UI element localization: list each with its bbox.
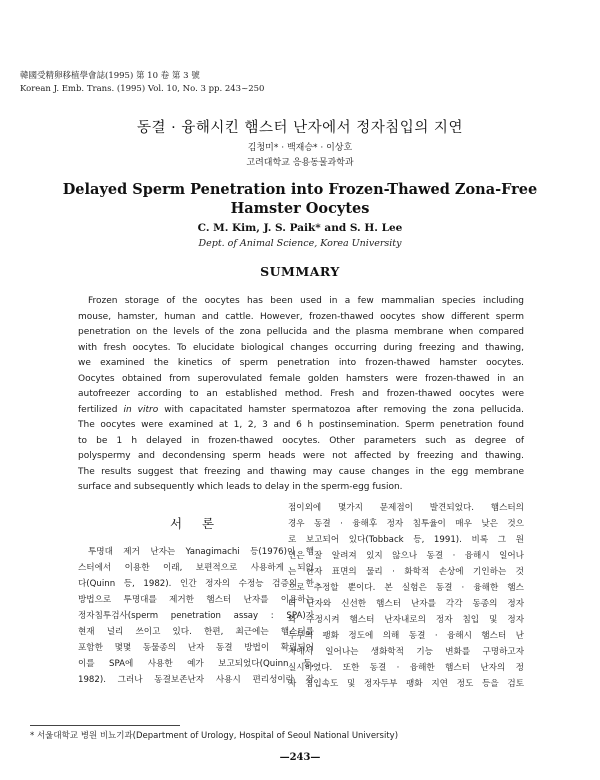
right-column-line: 터 난자와 신선한 햄스터 난자를 각각 동종의 정자 — [288, 599, 524, 609]
abstract-line: we examined the kinetics of sperm penetration into frozen-thawed hamster oocytes. — [78, 358, 524, 368]
right-column-line: 는 난자 표면의 물리 · 화학적 손상에 기인하는 것 — [288, 567, 524, 577]
abstract-line: surface and subsequently which leads to delay in the sperm-egg fusion. — [78, 482, 403, 492]
abstract-line: Oocytes obtained from superovulated female golden hamsters were frozen-thawed in an — [78, 373, 524, 384]
left-column-line: 방법으로 투명대를 제거한 햄스터 난자를 이용하는 — [78, 595, 314, 605]
right-column-line: 으로 추정할 뿐이다. 본 실험은 동결 · 융해한 햄스 — [288, 583, 524, 593]
left-column-line: 현재 널리 쓰이고 있다. 한편, 최근에는 햄스터를 — [78, 627, 314, 637]
journal-line-english: Korean J. Emb. Trans. (1995) Vol. 10, No. 3 pp. 243~250 — [20, 84, 265, 94]
abstract-text — [78, 294, 524, 496]
abstract-line: autofreezer according to an established method. Fresh and frozen-thawed oocytes were — [78, 389, 524, 399]
section-heading-introduction: 서 론 — [169, 516, 223, 531]
abstract-line: The results suggest that freezing and thawing may cause changes in the egg membrane — [78, 466, 524, 477]
english-affiliation: Dept. of Animal Science, Korea University — [198, 238, 402, 249]
abstract-line: penetration on the levels of the zona pellucida and the plasma membrane when compared — [78, 327, 524, 337]
right-column-line: 자 침입속도 및 정자두부 팽화 지연 정도 등을 검토 — [288, 679, 524, 689]
abstract-line: mouse, hamster, human and cattle. However, frozen-thawed oocytes show different sperm — [78, 311, 524, 322]
english-title — [60, 180, 540, 218]
right-column-line: 로 보고되어 있다(Tobback 등, 1991). 비록 그 원 — [288, 535, 524, 545]
left-column-line: 이를 SPA에 사용한 예가 보고되었다(Quinn 등, — [78, 659, 314, 669]
abstract-line: fertilized in vitro with capacitated hamster spermatozoa after removing the zona pellucida. — [78, 404, 524, 415]
footnote-rule — [30, 725, 180, 726]
left-column-line: 다(Quinn 등, 1982). 인간 정자의 수정능 검증의 한 — [78, 579, 314, 589]
left-column-text — [78, 544, 314, 688]
abstract-line: Frozen storage of the oocytes has been used in a few mammalian species including — [88, 296, 524, 306]
left-column-line: 투명대 제거 난자는 Yanagimachi 등(1976)이 햄 — [88, 547, 314, 557]
abstract-line: with fresh oocytes. To elucidate biological changes occurring during freezing and thawing, — [78, 342, 524, 353]
right-column-line: 경우 동결 · 융해후 정자 침투율이 매우 낮은 것으 — [288, 519, 524, 529]
english-authors: C. M. Kim, J. S. Paik* and S. H. Lee — [197, 222, 403, 234]
left-column-line: 정자침투검사(sperm penetration assay : SPA)가 — [78, 611, 314, 621]
abstract-line: The oocytes were examined at 1, 2, 3 and 6 h postinsemination. Sperm penetration found — [78, 420, 524, 430]
footnote: * 서울대학교 병원 비뇨기과(Department of Urology, Hospital of Seoul National University) — [30, 731, 399, 741]
summary-heading: SUMMARY — [260, 264, 340, 279]
left-column-line: 포함한 몇몇 동물종의 난자 동결 방법이 확립되어 — [78, 643, 314, 653]
right-column-line: 인은 잘 알려져 있지 않으나 동결 · 융해시 일어나 — [288, 551, 524, 561]
abstract-line: to be 1 h delayed in frozen-thawed oocytes. Other parameters such as degree of — [78, 435, 524, 446]
journal-header — [20, 70, 440, 96]
korean-title: 동결 · 융해시킨 햄스터 난자에서 정자침입의 지연 — [137, 120, 463, 136]
right-column-line: 두부의 팽화 정도에 의해 동결 · 융해시 햄스터 난 — [288, 631, 524, 641]
english-title-line-1: Delayed Sperm Penetration into Frozen-Thawed Zona-Free — [62, 181, 538, 198]
korean-authors: 김청미* · 백재승* · 이상호 — [247, 143, 353, 153]
korean-affiliation: 고려대학교 응용동물과학과 — [246, 158, 354, 168]
right-column-line: 자에서 일어나는 생화학적 기능 변화를 구명하고자 — [288, 647, 524, 657]
abstract-line: polyspermy and decondensing sperm heads were not affected by freezing and thawing. — [78, 451, 524, 461]
journal-line-korean: 韓國受精卵移植學會誌(1995) 第 10 卷 第 3 號 — [20, 71, 200, 81]
page-number: —243— — [279, 752, 321, 763]
right-column-text — [288, 500, 524, 692]
right-column-line: 점이외에 몇가지 문제점이 발견되었다. 햄스터의 — [288, 503, 524, 513]
left-column-line: 1982). 그러나 동결보존난자 사용시 편리성이란 장 — [78, 675, 314, 685]
right-column-line: 와 수정시켜 햄스터 난자내로의 정자 침입 및 정자 — [288, 615, 524, 625]
english-title-line-2: Hamster Oocytes — [230, 200, 370, 217]
right-column-line: 실시하였다. 또한 동결 · 융해한 햄스터 난자의 정 — [288, 663, 524, 673]
left-column-line: 스터에서 이용한 이래, 보편적으로 사용하게 되었 — [78, 563, 314, 573]
